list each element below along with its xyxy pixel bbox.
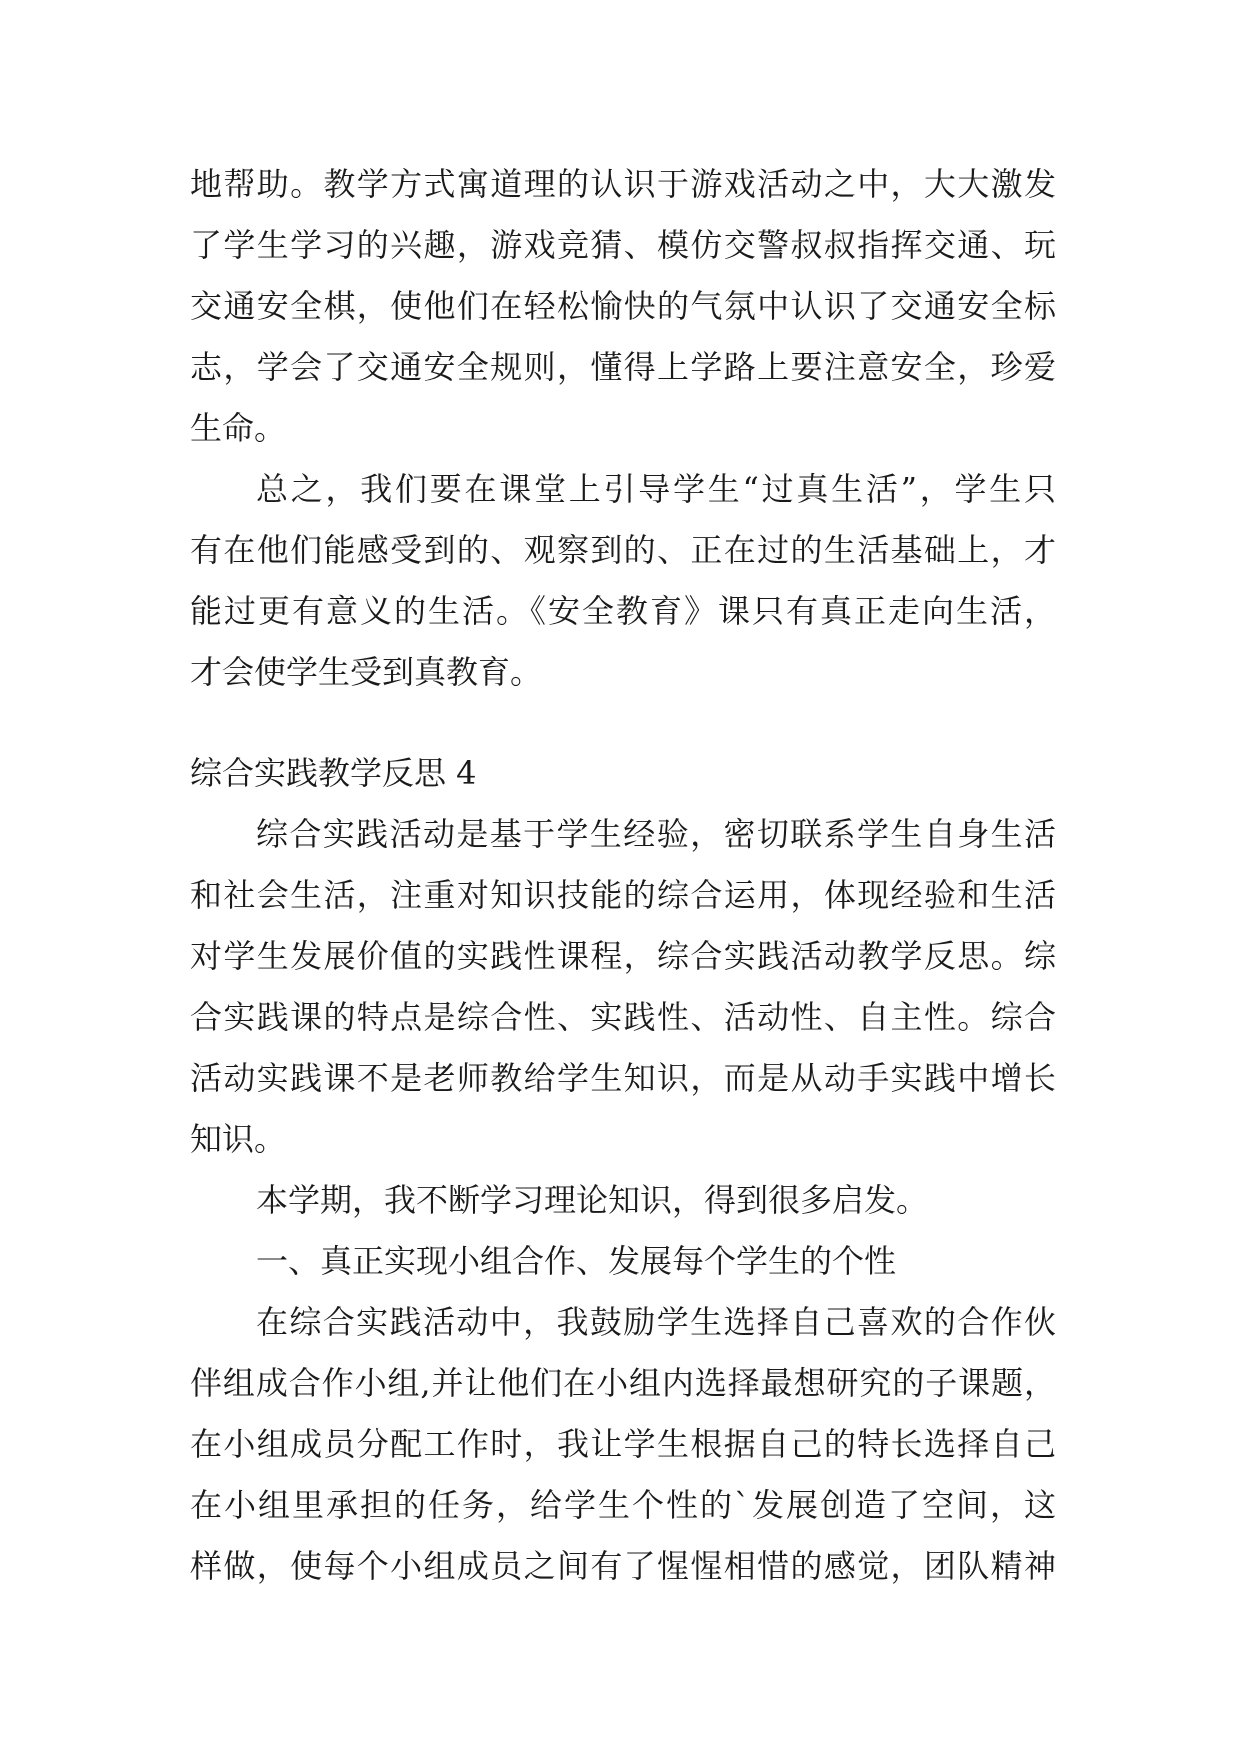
paragraph-1-line-3: 交通安全棋，使他们在轻松愉快的气氛中认识了交通安全标 <box>190 287 1056 325</box>
paragraph-4: 本学期，我不断学习理论知识，得到很多启发。 <box>256 1181 929 1219</box>
paragraph-2-line-4: 才会使学生受到真教育。 <box>190 653 543 691</box>
subheading-1: 一、真正实现小组合作、发展每个学生的个性 <box>256 1242 897 1280</box>
paragraph-5-line-2: 伴组成合作小组,并让他们在小组内选择最想研究的子课题， <box>190 1364 1056 1402</box>
paragraph-2-line-2: 有在他们能感受到的、观察到的、正在过的生活基础上，才 <box>190 531 1056 569</box>
paragraph-3-line-1: 综合实践活动是基于学生经验，密切联系学生自身生活 <box>256 815 1056 853</box>
paragraph-3-line-3: 对学生发展价值的实践性课程，综合实践活动教学反思。综 <box>190 937 1056 975</box>
paragraph-3-line-6: 知识。 <box>190 1120 287 1158</box>
paragraph-5-line-5: 样做，使每个小组成员之间有了惺惺相惜的感觉，团队精神 <box>190 1547 1056 1585</box>
paragraph-1-line-2: 了学生学习的兴趣，游戏竞猜、模仿交警叔叔指挥交通、玩 <box>190 226 1056 264</box>
paragraph-5-line-1: 在综合实践活动中，我鼓励学生选择自己喜欢的合作伙 <box>256 1303 1056 1341</box>
paragraph-2-line-3: 能过更有意义的生活。《安全教育》课只有真正走向生活， <box>190 592 1056 630</box>
paragraph-1-line-1: 地帮助。教学方式寓道理的认识于游戏活动之中，大大激发 <box>190 165 1056 203</box>
section-heading: 综合实践教学反思 4 <box>190 754 477 792</box>
paragraph-1-line-4: 志，学会了交通安全规则，懂得上学路上要注意安全，珍爱 <box>190 348 1056 386</box>
paragraph-5-line-4: 在小组里承担的任务，给学生个性的`发展创造了空间，这 <box>190 1486 1056 1524</box>
paragraph-2-line-1: 总之，我们要在课堂上引导学生“过真生活”，学生只 <box>256 470 1056 508</box>
paragraph-3-line-5: 活动实践课不是老师教给学生知识，而是从动手实践中增长 <box>190 1059 1056 1097</box>
paragraph-3-line-4: 合实践课的特点是综合性、实践性、活动性、自主性。综合 <box>190 998 1056 1036</box>
paragraph-5-line-3: 在小组成员分配工作时，我让学生根据自己的特长选择自己 <box>190 1425 1056 1463</box>
paragraph-1-line-5: 生命。 <box>190 409 287 447</box>
paragraph-3-line-2: 和社会生活，注重对知识技能的综合运用，体现经验和生活 <box>190 876 1056 914</box>
